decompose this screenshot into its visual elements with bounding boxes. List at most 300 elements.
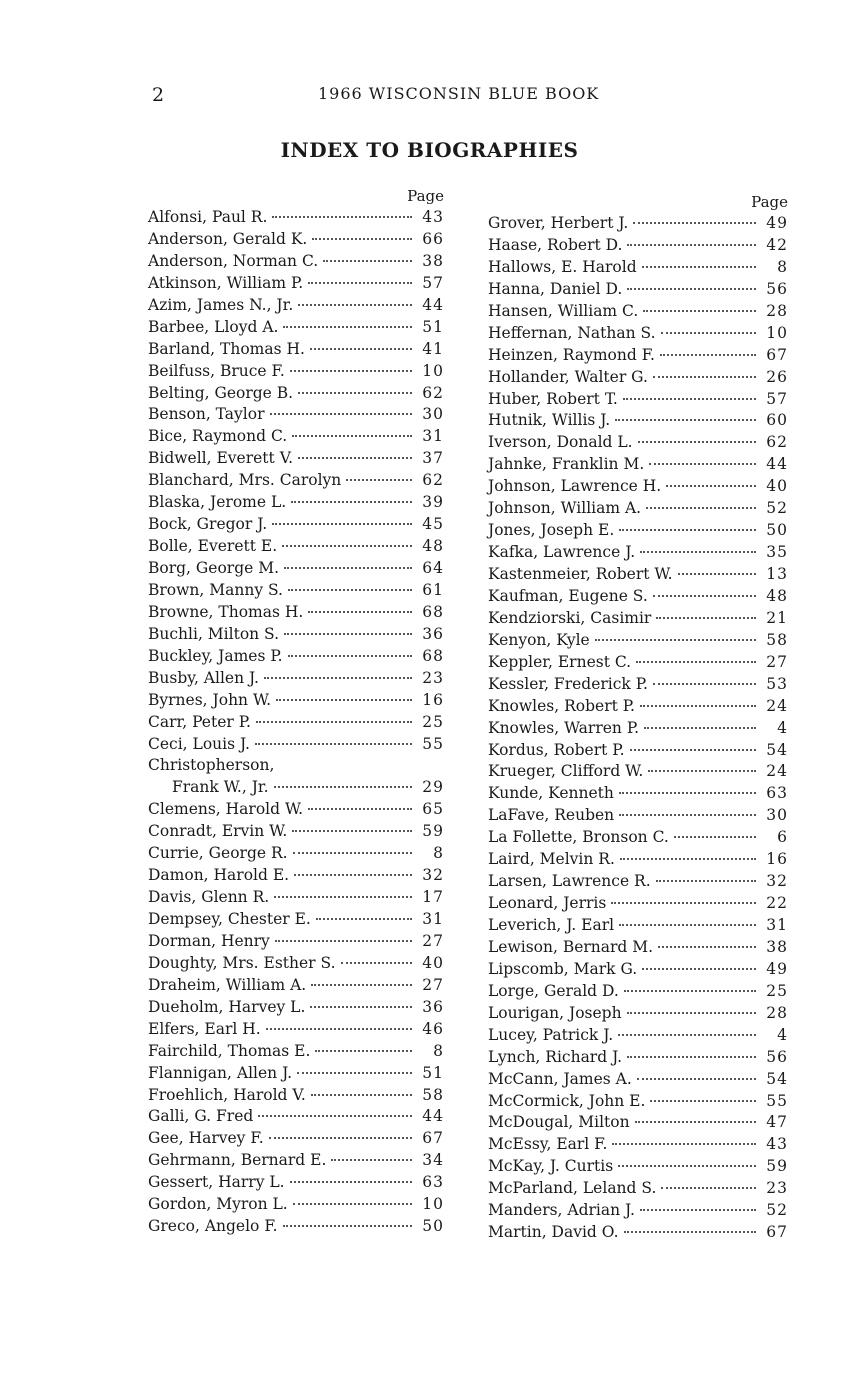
dot-leader xyxy=(637,1078,756,1080)
index-entry xyxy=(148,1063,444,1085)
entry-name: Greco, Angelo F. xyxy=(148,1217,278,1236)
entry-page-number: 60 xyxy=(766,411,788,430)
entry-page-number: 43 xyxy=(422,208,444,226)
index-entry xyxy=(148,887,444,909)
dot-leader xyxy=(619,792,756,794)
entry-name: Damon, Harold E. xyxy=(148,866,290,885)
index-entry xyxy=(148,931,444,953)
dot-leader xyxy=(284,633,412,635)
index-entry xyxy=(148,821,444,843)
index-column-left xyxy=(148,185,444,1238)
entry-name: Gessert, Harry L. xyxy=(148,1173,285,1192)
index-entry xyxy=(488,849,788,871)
index-entry xyxy=(488,915,788,937)
index-entry xyxy=(488,323,788,345)
entry-name: Byrnes, John W. xyxy=(148,690,272,709)
index-entry xyxy=(488,761,788,783)
dot-leader xyxy=(620,858,756,860)
index-entry xyxy=(488,1091,788,1113)
entry-name: Brown, Manny S. xyxy=(148,580,283,599)
index-entry xyxy=(148,734,444,756)
index-entry xyxy=(488,1178,788,1200)
index-entry xyxy=(148,580,444,602)
entry-name: Buckley, James P. xyxy=(148,646,283,665)
entry-name: Heffernan, Nathan S. xyxy=(488,323,656,342)
dot-leader xyxy=(291,501,412,503)
entry-page-number: 54 xyxy=(766,1069,788,1088)
entry-page-number: 13 xyxy=(766,565,788,583)
dot-leader xyxy=(642,266,756,268)
entry-name: Anderson, Gerald K. xyxy=(148,229,308,248)
entry-name: Bock, Gregor J. xyxy=(148,515,268,534)
entry-page-number: 50 xyxy=(422,1217,444,1236)
index-entry xyxy=(148,1172,444,1194)
dot-leader xyxy=(658,946,756,948)
page-column-heading: Page xyxy=(751,193,788,211)
entry-page-number: 67 xyxy=(422,1129,444,1148)
entry-name: Manders, Adrian J. xyxy=(488,1201,635,1220)
entry-page-number: 59 xyxy=(422,822,444,841)
dot-leader xyxy=(656,617,756,619)
index-entry xyxy=(148,273,444,295)
dot-leader xyxy=(256,721,412,723)
dot-leader xyxy=(653,683,756,685)
entry-page-number: 44 xyxy=(766,455,788,474)
entry-page-number: 52 xyxy=(766,499,788,518)
entry-name: Lewison, Bernard M. xyxy=(488,937,654,956)
index-column-right xyxy=(488,191,788,1244)
entry-page-number: 24 xyxy=(766,762,788,781)
index-entry xyxy=(148,361,444,383)
dot-leader xyxy=(633,222,756,224)
entry-name: Haase, Robert D. xyxy=(488,235,623,254)
dot-leader xyxy=(619,529,756,531)
index-entry xyxy=(488,740,788,762)
dot-leader xyxy=(290,1181,412,1183)
index-entry xyxy=(488,1222,788,1244)
entry-name: La Follette, Bronson C. xyxy=(488,828,669,847)
dot-leader xyxy=(323,260,412,262)
entry-name: Currie, George R. xyxy=(148,844,288,863)
entry-name: Alfonsi, Paul R. xyxy=(148,208,268,226)
index-entry xyxy=(488,827,788,849)
entry-name: Carr, Peter P. xyxy=(148,712,251,731)
entry-page-number: 63 xyxy=(766,784,788,803)
entry-page-number: 28 xyxy=(766,301,788,320)
index-entry xyxy=(488,608,788,630)
entry-page-number: 48 xyxy=(422,537,444,556)
index-entry xyxy=(488,805,788,827)
entry-page-number: 36 xyxy=(422,997,444,1016)
dot-leader xyxy=(284,567,412,569)
entry-page-number: 8 xyxy=(433,844,444,863)
entry-page-number: 37 xyxy=(422,449,444,468)
entry-name: Krueger, Clifford W. xyxy=(488,762,644,781)
entry-name: Conradt, Ervin W. xyxy=(148,822,288,841)
entry-page-number: 46 xyxy=(422,1019,444,1038)
index-entry xyxy=(148,865,444,887)
dot-leader xyxy=(618,1165,756,1167)
dot-leader xyxy=(615,419,756,421)
entry-name: Flannigan, Allen J. xyxy=(148,1063,293,1082)
entry-name: Atkinson, William P. xyxy=(148,273,304,292)
dot-leader xyxy=(612,1143,756,1145)
index-entry xyxy=(488,564,788,586)
entry-name: Laird, Melvin R. xyxy=(488,850,615,869)
page-header xyxy=(0,84,859,108)
index-entry xyxy=(148,668,444,690)
entry-page-number: 31 xyxy=(766,916,788,934)
index-entry xyxy=(488,498,788,520)
index-entry xyxy=(148,470,444,492)
page-column-heading: Page xyxy=(407,187,444,205)
index-entry xyxy=(148,799,444,821)
index-entry xyxy=(148,843,444,865)
entry-name: Johnson, William A. xyxy=(488,499,642,518)
dot-leader xyxy=(283,326,412,328)
dot-leader xyxy=(316,918,412,920)
dot-leader xyxy=(274,786,412,788)
entry-page-number: 30 xyxy=(766,806,788,825)
index-entry xyxy=(148,755,444,777)
dot-leader xyxy=(311,984,412,986)
dot-leader xyxy=(627,1012,756,1014)
entry-name: Heinzen, Raymond F. xyxy=(488,345,655,364)
index-entry xyxy=(488,630,788,652)
entry-page-number: 54 xyxy=(766,740,788,759)
entry-name: Larsen, Lawrence R. xyxy=(488,872,651,891)
entry-name: Bidwell, Everett V. xyxy=(148,449,294,468)
entry-name: Draheim, William A. xyxy=(148,975,307,994)
index-entry xyxy=(148,1194,444,1216)
index-entry xyxy=(148,448,444,470)
dot-leader xyxy=(636,661,756,663)
dot-leader xyxy=(595,639,756,641)
entry-name: Hallows, E. Harold xyxy=(488,257,637,276)
index-entry xyxy=(488,235,788,257)
dot-leader xyxy=(292,435,412,437)
index-entry xyxy=(488,520,788,542)
dot-leader xyxy=(640,551,756,553)
entry-page-number: 62 xyxy=(422,471,444,490)
dot-leader xyxy=(275,940,412,942)
entry-name: Galli, G. Fred xyxy=(148,1107,254,1126)
entry-page-number: 17 xyxy=(422,888,444,907)
entry-name: Gee, Harvey F. xyxy=(148,1129,264,1148)
entry-page-number: 62 xyxy=(422,383,444,402)
entry-page-number: 34 xyxy=(422,1151,444,1170)
entry-page-number: 10 xyxy=(422,361,444,380)
index-entry xyxy=(488,586,788,608)
entry-name: Keppler, Ernest C. xyxy=(488,652,632,671)
dot-leader xyxy=(653,376,756,378)
dot-leader xyxy=(298,457,412,459)
dot-leader xyxy=(276,699,412,701)
dot-leader xyxy=(310,1006,412,1008)
index-entry xyxy=(488,1069,788,1091)
entry-page-number: 8 xyxy=(433,1041,444,1060)
dot-leader xyxy=(638,441,756,443)
entry-page-number: 45 xyxy=(422,515,444,534)
entry-name: Blanchard, Mrs. Carolyn xyxy=(148,471,342,490)
entry-name: Jahnke, Franklin M. xyxy=(488,455,645,474)
entry-page-number: 44 xyxy=(422,1107,444,1126)
index-entry xyxy=(148,426,444,448)
dot-leader xyxy=(293,1203,412,1205)
entry-name: Anderson, Norman C. xyxy=(148,251,319,270)
entry-name: Ceci, Louis J. xyxy=(148,734,250,753)
entry-page-number: 62 xyxy=(766,433,788,452)
entry-page-number: 29 xyxy=(422,778,444,797)
entry-name: Elfers, Earl H. xyxy=(148,1019,261,1038)
entry-name: Bolle, Everett E. xyxy=(148,537,278,556)
dot-leader xyxy=(315,1050,412,1052)
entry-page-number: 63 xyxy=(422,1173,444,1192)
index-entry xyxy=(148,690,444,712)
index-entry xyxy=(148,295,444,317)
index-entry xyxy=(488,432,788,454)
running-title: 1966 WISCONSIN BLUE BOOK xyxy=(318,84,600,103)
entry-name: Blaska, Jerome L. xyxy=(148,493,287,512)
dot-leader xyxy=(283,1225,412,1227)
dot-leader xyxy=(293,852,412,854)
entry-page-number: 68 xyxy=(422,602,444,621)
entry-page-number: 31 xyxy=(422,427,444,446)
dot-leader xyxy=(627,1056,756,1058)
dot-leader xyxy=(648,770,756,772)
dot-leader xyxy=(635,1121,756,1123)
entry-page-number: 55 xyxy=(422,734,444,753)
entry-page-number: 43 xyxy=(766,1135,788,1154)
index-entry xyxy=(148,558,444,580)
entry-page-number: 26 xyxy=(766,367,788,386)
entry-page-number: 38 xyxy=(422,251,444,270)
entry-name: Fairchild, Thomas E. xyxy=(148,1041,311,1060)
entry-page-number: 10 xyxy=(422,1195,444,1214)
entry-page-number: 67 xyxy=(766,345,788,364)
index-entry xyxy=(148,383,444,405)
dot-leader xyxy=(678,573,756,575)
dot-leader xyxy=(623,398,756,400)
index-entry xyxy=(148,602,444,624)
dot-leader xyxy=(298,392,412,394)
dot-leader xyxy=(661,1187,756,1189)
entry-name: Azim, James N., Jr. xyxy=(148,295,294,314)
entry-name: Frank W., Jr. xyxy=(172,778,269,797)
entry-name: Clemens, Harold W. xyxy=(148,800,304,819)
entry-page-number: 4 xyxy=(777,718,788,737)
entry-name: Barland, Thomas H. xyxy=(148,339,305,358)
entry-name: Kafka, Lawrence J. xyxy=(488,543,636,562)
page-number: 2 xyxy=(152,84,165,106)
dot-leader xyxy=(618,1034,756,1036)
entry-page-number: 32 xyxy=(766,872,788,891)
entry-page-number: 42 xyxy=(766,235,788,254)
entry-name: Knowles, Robert P. xyxy=(488,696,635,715)
dot-leader xyxy=(310,348,412,350)
entry-page-number: 57 xyxy=(766,389,788,408)
entry-name: Kastenmeier, Robert W. xyxy=(488,565,673,583)
dot-leader xyxy=(650,1100,756,1102)
entry-page-number: 32 xyxy=(422,866,444,885)
entry-page-number: 25 xyxy=(422,712,444,731)
entry-page-number: 55 xyxy=(766,1091,788,1110)
dot-leader xyxy=(258,1115,412,1117)
dot-leader xyxy=(255,743,412,745)
entry-page-number: 36 xyxy=(422,624,444,643)
entry-name: Christopherson, xyxy=(148,756,275,775)
entry-page-number: 16 xyxy=(422,690,444,709)
entry-name: Lourigan, Joseph xyxy=(488,1003,622,1022)
index-entry xyxy=(488,1156,788,1178)
entry-page-number: 30 xyxy=(422,405,444,424)
index-entry xyxy=(488,783,788,805)
index-entry xyxy=(148,777,444,799)
entry-name: Lipscomb, Mark G. xyxy=(488,959,638,978)
index-entry xyxy=(488,279,788,301)
dot-leader xyxy=(644,727,756,729)
dot-leader xyxy=(266,1028,412,1030)
dot-leader xyxy=(624,1231,756,1233)
entry-name: McEssy, Earl F. xyxy=(488,1135,608,1154)
entry-name: Grover, Herbert J. xyxy=(488,214,629,232)
entry-page-number: 24 xyxy=(766,696,788,715)
entry-name: Martin, David O. xyxy=(488,1223,619,1242)
entry-name: Kendziorski, Casimir xyxy=(488,608,652,627)
dot-leader xyxy=(311,1094,412,1096)
dot-leader xyxy=(264,677,412,679)
entry-page-number: 50 xyxy=(766,521,788,540)
entry-page-number: 23 xyxy=(422,668,444,687)
entry-page-number: 56 xyxy=(766,279,788,298)
index-entry xyxy=(488,345,788,367)
entry-name: Lynch, Richard J. xyxy=(488,1047,623,1066)
entry-page-number: 28 xyxy=(766,1003,788,1022)
index-entry xyxy=(488,1047,788,1069)
index-entry xyxy=(148,404,444,426)
index-entry xyxy=(488,1003,788,1025)
index-entry xyxy=(148,1085,444,1107)
index-entry xyxy=(148,712,444,734)
dot-leader xyxy=(630,749,757,751)
entry-name: Bice, Raymond C. xyxy=(148,427,288,446)
entry-name: Kenyon, Kyle xyxy=(488,630,590,649)
entry-page-number: 27 xyxy=(422,931,444,950)
entry-page-number: 68 xyxy=(422,646,444,665)
index-entry xyxy=(488,696,788,718)
entry-page-number: 10 xyxy=(766,323,788,342)
dot-leader xyxy=(666,485,756,487)
entry-name: Hutnik, Willis J. xyxy=(488,411,611,430)
entry-name: Hanna, Daniel D. xyxy=(488,279,623,298)
dot-leader xyxy=(272,216,412,218)
index-entry xyxy=(488,1134,788,1156)
dot-leader xyxy=(298,304,412,306)
dot-leader xyxy=(619,814,756,816)
entry-page-number: 53 xyxy=(766,674,788,693)
dot-leader xyxy=(308,611,412,613)
entry-name: Gordon, Myron L. xyxy=(148,1195,288,1214)
index-entry xyxy=(148,207,444,229)
index-entry xyxy=(488,542,788,564)
entry-name: McKay, J. Curtis xyxy=(488,1157,614,1176)
entry-page-number: 44 xyxy=(422,295,444,314)
entry-page-number: 65 xyxy=(422,800,444,819)
index-list-left xyxy=(148,207,444,1238)
entry-name: Hollander, Walter G. xyxy=(488,367,648,386)
index-list-right xyxy=(488,213,788,1244)
dot-leader xyxy=(341,962,413,964)
dot-leader xyxy=(282,545,412,547)
dot-leader xyxy=(297,1072,412,1074)
index-entry xyxy=(148,1150,444,1172)
entry-page-number: 40 xyxy=(422,953,444,972)
entry-page-number: 22 xyxy=(766,894,788,913)
entry-name: McCann, James A. xyxy=(488,1069,632,1088)
entry-name: Browne, Thomas H. xyxy=(148,602,304,621)
entry-name: Huber, Robert T. xyxy=(488,389,618,408)
entry-page-number: 52 xyxy=(766,1201,788,1220)
entry-page-number: 51 xyxy=(422,1063,444,1082)
index-entry xyxy=(488,389,788,411)
entry-name: McParland, Leland S. xyxy=(488,1179,657,1198)
index-entry xyxy=(148,1041,444,1063)
entry-page-number: 59 xyxy=(766,1157,788,1176)
dot-leader xyxy=(611,902,756,904)
dot-leader xyxy=(656,880,756,882)
index-entry xyxy=(148,514,444,536)
entry-page-number: 16 xyxy=(766,850,788,869)
dot-leader xyxy=(274,896,412,898)
dot-leader xyxy=(627,244,756,246)
dot-leader xyxy=(661,332,756,334)
entry-page-number: 57 xyxy=(422,273,444,292)
entry-page-number: 21 xyxy=(766,608,788,627)
entry-name: Beilfuss, Bruce F. xyxy=(148,361,285,380)
entry-page-number: 58 xyxy=(766,630,788,649)
index-entry xyxy=(488,981,788,1003)
entry-name: Froehlich, Harold V. xyxy=(148,1085,306,1104)
index-entry xyxy=(488,410,788,432)
dot-leader xyxy=(312,238,412,240)
dot-leader xyxy=(308,282,412,284)
dot-leader xyxy=(646,507,756,509)
dot-leader xyxy=(308,808,412,810)
index-entry xyxy=(148,536,444,558)
index-entry xyxy=(488,301,788,323)
index-entry xyxy=(488,367,788,389)
entry-name: Hansen, William C. xyxy=(488,301,639,320)
entry-name: Lucey, Patrick J. xyxy=(488,1025,614,1044)
dot-leader xyxy=(619,924,756,926)
index-entry xyxy=(488,454,788,476)
dot-leader xyxy=(272,523,412,525)
index-entry xyxy=(148,624,444,646)
index-entry xyxy=(488,1025,788,1047)
entry-name: Leonard, Jerris xyxy=(488,894,607,913)
entry-name: Iverson, Donald L. xyxy=(488,433,633,452)
index-entry xyxy=(488,1200,788,1222)
index-entry xyxy=(488,959,788,981)
dot-leader xyxy=(346,479,412,481)
entry-page-number: 66 xyxy=(422,229,444,248)
dot-leader xyxy=(294,874,412,876)
index-entry xyxy=(148,997,444,1019)
dot-leader xyxy=(624,990,756,992)
entry-page-number: 47 xyxy=(766,1113,788,1132)
dot-leader xyxy=(674,836,756,838)
index-entry xyxy=(148,975,444,997)
